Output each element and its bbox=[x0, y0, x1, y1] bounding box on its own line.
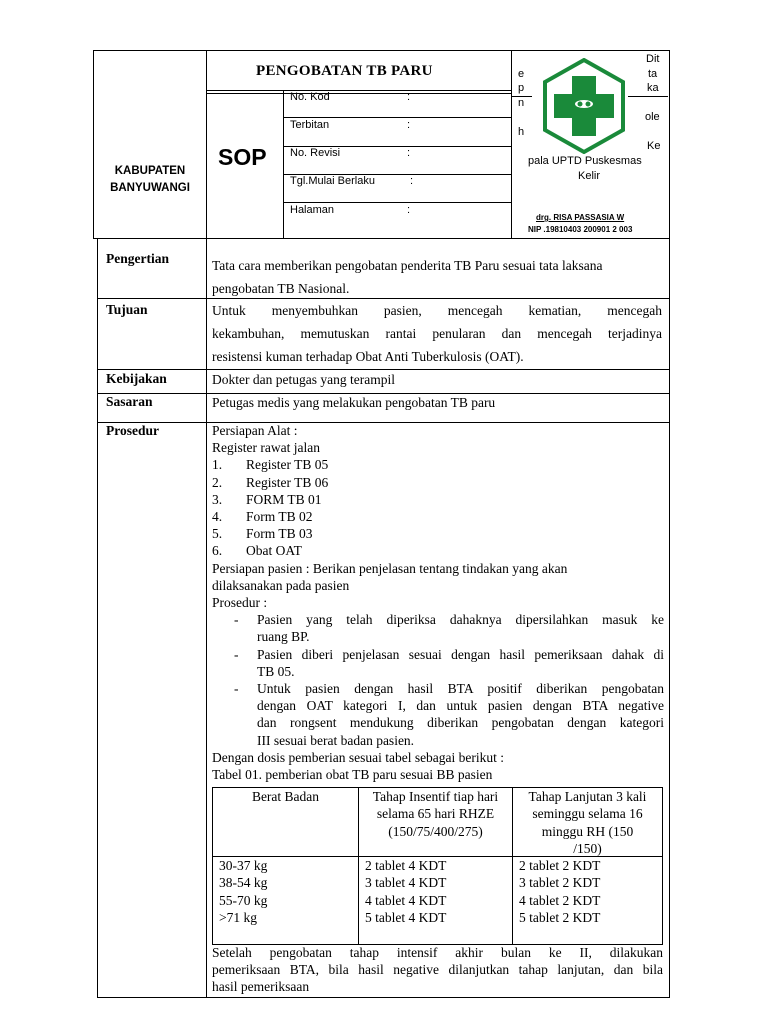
after-line-2: pemeriksaan BTA, bila hasil negative dilanjutkan tahap lanjutan, dan bila bbox=[212, 962, 663, 978]
list-item: 5. Form TB 03 bbox=[212, 526, 313, 542]
row-line bbox=[97, 369, 670, 370]
sign-rule bbox=[512, 96, 532, 97]
sign-rule bbox=[628, 96, 668, 97]
list-item: 3. FORM TB 01 bbox=[212, 491, 322, 507]
list-item: 6. Obat OAT bbox=[212, 543, 302, 559]
after-line-3: hasil pemeriksaan bbox=[212, 979, 310, 995]
bullet-item: - Untuk pasien dengan hasil BTA positif diberikan pengobatan dengan OAT kategori I, dan untuk pasien dengan BTA negative dan rongsent mendukung diberikan pengobatan dengan kategori III sesuai berat badan pasien. bbox=[234, 681, 664, 748]
title-underline bbox=[206, 90, 512, 91]
sign-fragment: p bbox=[518, 82, 525, 94]
kebijakan-text: Dokter dan petugas yang terampil bbox=[212, 372, 395, 387]
sign-fragment: ole bbox=[645, 111, 660, 123]
prosedur-content bbox=[212, 422, 664, 783]
label-kebijakan: Kebijakan bbox=[106, 371, 167, 386]
table-cell: 55-70 kg bbox=[219, 892, 268, 908]
table-cell: 2 tablet 2 KDT bbox=[519, 858, 601, 873]
table-cell: 5 tablet 4 KDT bbox=[365, 909, 447, 925]
meta-label-tgl: Tgl.Mulai Berlaku bbox=[290, 175, 375, 187]
sign-fragment: Dit bbox=[646, 53, 660, 65]
header-border-bottom bbox=[93, 238, 670, 239]
tujuan-line-3: resistensi kuman terhadap Obat Anti Tuberkulosis (OAT). bbox=[212, 349, 524, 364]
table-cell: 38-54 kg bbox=[219, 875, 268, 891]
table-cell: 3 tablet 2 KDT bbox=[519, 875, 601, 891]
puskesmas-logo-icon bbox=[541, 58, 627, 154]
alat-list bbox=[212, 456, 664, 559]
dosis-text: Dengan dosis pemberian sesuai tabel sebagai berikut : bbox=[212, 749, 505, 765]
meta-sep: : bbox=[407, 147, 411, 159]
table-header-berat: Berat Badan bbox=[251, 789, 320, 804]
bullet-item: - Pasien yang telah diperiksa dahaknya dipersilahkan masuk ke ruang BP. bbox=[234, 612, 664, 645]
table-caption: Tabel 01. pemberian obat TB paru sesuai BB pasien bbox=[212, 767, 493, 783]
bullet-item: - Pasien diberi penjelasan sesuai dengan hasil pemeriksaan dahak di TB 05. bbox=[234, 646, 664, 679]
table-cell: 3 tablet 4 KDT bbox=[365, 875, 447, 891]
label-sasaran: Sasaran bbox=[106, 394, 153, 409]
sop-label: SOP bbox=[218, 144, 267, 170]
header-border-left bbox=[93, 50, 94, 239]
sasaran-text: Petugas medis yang melakukan pengobatan TB paru bbox=[212, 395, 496, 410]
meta-sep: : bbox=[407, 204, 411, 216]
meta-label-terbitan: Terbitan bbox=[290, 119, 330, 131]
body-border-left bbox=[97, 238, 98, 998]
signatory-name: drg. RISA PASSASIA W bbox=[536, 213, 625, 222]
list-item: 2. Register TB 06 bbox=[212, 474, 329, 490]
signatory-nip: NIP .19810403 200901 2 003 bbox=[528, 225, 633, 234]
after-table-text bbox=[212, 944, 663, 996]
table-header-intensif: Tahap Insentif tiap hari selama 65 hari RHZE (150/75/400/275) bbox=[372, 789, 499, 839]
pengertian-line-2: pengobatan TB Nasional. bbox=[212, 281, 350, 296]
table-cell: 5 tablet 2 KDT bbox=[519, 909, 601, 925]
header-border-right bbox=[669, 50, 670, 239]
header-border-top bbox=[93, 50, 670, 51]
sign-fragment: h bbox=[518, 126, 525, 138]
tujuan-text bbox=[212, 299, 662, 368]
persiapan-pasien-line-1: Persiapan pasien : Berikan penjelasan tentang tindakan yang akan bbox=[212, 560, 568, 576]
table-cell: 2 tablet 4 KDT bbox=[365, 858, 447, 873]
body-border-right bbox=[669, 238, 670, 998]
meta-sep: : bbox=[407, 119, 411, 131]
header-divider-1 bbox=[206, 50, 207, 239]
body-border-bottom bbox=[97, 997, 670, 998]
body-divider bbox=[206, 238, 207, 998]
title-underline-2 bbox=[206, 93, 512, 94]
meta-label-revisi: No. Revisi bbox=[290, 147, 341, 159]
table-cell: 4 tablet 2 KDT bbox=[519, 892, 601, 908]
persiapan-pasien-line-2: dilaksanakan pada pasien bbox=[212, 577, 350, 593]
table-cell: 30-37 kg bbox=[219, 858, 268, 873]
meta-row-line bbox=[283, 202, 511, 203]
table-header-lanjutan: Tahap Lanjutan 3 kali seminggu selama 16 minggu RH (150 /150) bbox=[528, 789, 647, 856]
sign-fragment: ta bbox=[648, 68, 658, 80]
table-cell: >71 kg bbox=[219, 909, 257, 925]
sign-fragment: Ke bbox=[647, 140, 661, 152]
kabupaten-line-1: KABUPATEN bbox=[114, 165, 186, 177]
pengertian-line-1: Tata cara memberikan pengobatan penderita TB Paru sesuai tata laksana bbox=[212, 258, 603, 273]
after-line-1: Setelah pengobatan tahap intensif akhir bulan ke II, dilakukan bbox=[212, 945, 663, 960]
sign-line-pala: pala UPTD Puskesmas bbox=[528, 155, 642, 167]
label-prosedur: Prosedur bbox=[106, 423, 159, 438]
meta-label-kode: No. Kod bbox=[290, 91, 330, 103]
header-divider-2 bbox=[511, 50, 512, 239]
pengertian-text bbox=[212, 254, 662, 300]
meta-sep: : bbox=[407, 91, 411, 103]
sign-fragment: ka bbox=[647, 82, 659, 94]
page-title: PENGOBATAN TB PARU bbox=[256, 63, 433, 79]
meta-sep: : bbox=[410, 175, 414, 187]
table-col-berat bbox=[219, 857, 267, 926]
header-divider-3 bbox=[283, 90, 284, 239]
sign-fragment: e bbox=[518, 68, 525, 80]
sign-fragment: n bbox=[518, 97, 525, 109]
persiapan-alat: Persiapan Alat : bbox=[212, 423, 298, 438]
dose-table-right bbox=[662, 787, 663, 945]
label-tujuan: Tujuan bbox=[106, 302, 148, 317]
meta-label-halaman: Halaman bbox=[290, 204, 335, 216]
list-item: 1. Register TB 05 bbox=[212, 457, 329, 473]
table-col-intensif bbox=[365, 857, 446, 926]
dose-table-left bbox=[212, 787, 213, 945]
meta-row-line bbox=[283, 117, 511, 118]
tujuan-line-1: Untuk menyembuhkan pasien, mencegah kematian, mencegah bbox=[212, 303, 662, 318]
table-col-lanjutan bbox=[519, 857, 600, 926]
kabupaten-label bbox=[94, 163, 206, 197]
table-cell: 4 tablet 4 KDT bbox=[365, 892, 447, 908]
sign-line-kelir: Kelir bbox=[578, 170, 601, 182]
kabupaten-line-2: BANYUWANGI bbox=[110, 182, 190, 194]
tujuan-line-2: kekambuhan, memutuskan rantai penularan dan mencegah terjadinya bbox=[212, 326, 662, 341]
label-pengertian: Pengertian bbox=[106, 251, 169, 266]
register-rawat-jalan: Register rawat jalan bbox=[212, 440, 320, 456]
prosedur-sublabel: Prosedur : bbox=[212, 595, 268, 611]
list-item: 4. Form TB 02 bbox=[212, 509, 313, 525]
